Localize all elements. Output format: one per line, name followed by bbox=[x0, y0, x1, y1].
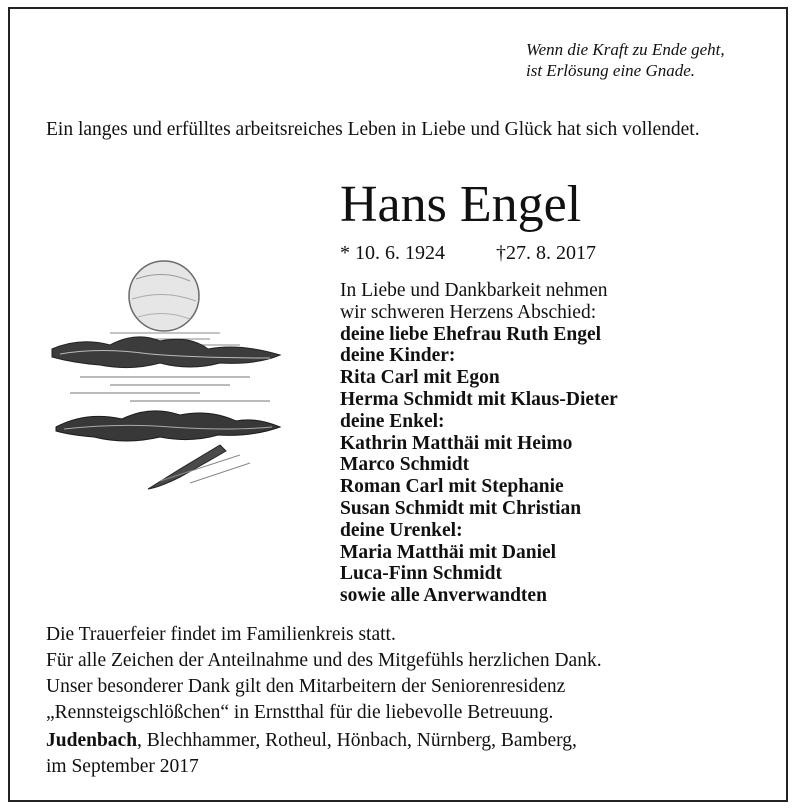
mourner-all-relatives: sowie alle Anverwandten bbox=[340, 585, 547, 607]
mourner-name: Maria Matthäi mit Daniel bbox=[340, 541, 557, 563]
place-bold: Judenbach bbox=[46, 730, 138, 751]
mourner-name: Roman Carl mit Stephanie bbox=[340, 476, 564, 498]
intro-text: Ein langes und erfülltes arbeitsreiches Leben in Liebe und Glück hat sich vollendet. bbox=[46, 119, 700, 140]
funeral-note: Die Trauerfeier findet im Familienkreis statt. bbox=[46, 624, 396, 645]
moon-over-water-sketch-icon bbox=[40, 259, 300, 499]
mourner-spouse: deine liebe Ehefrau Ruth Engel bbox=[340, 323, 602, 345]
motto-quote bbox=[526, 39, 776, 81]
farewell-line-1: In Liebe und Dankbarkeit nehmen bbox=[340, 280, 608, 301]
mourner-group-great-grandchildren: deine Urenkel: bbox=[340, 519, 463, 541]
birth-date: * 10. 6. 1924 bbox=[340, 242, 445, 264]
death-date: †27. 8. 2017 bbox=[496, 242, 596, 264]
mourner-group-children: deine Kinder: bbox=[340, 345, 456, 367]
mourner-name: Luca-Finn Schmidt bbox=[340, 563, 502, 585]
motto-line-2: ist Erlösung eine Gnade. bbox=[526, 61, 696, 80]
places-rest: , Blechhammer, Rotheul, Hönbach, Nürnberg, Bamberg, bbox=[137, 730, 577, 751]
footer-text bbox=[46, 622, 776, 780]
thanks-line: Für alle Zeichen der Anteilnahme und des Mitgefühls herzlichen Dank. bbox=[46, 650, 602, 671]
life-dates bbox=[340, 240, 596, 266]
mourner-name: Rita Carl mit Egon bbox=[340, 367, 500, 389]
mourner-name: Susan Schmidt mit Christian bbox=[340, 497, 582, 519]
mourner-name: Herma Schmidt mit Klaus-Dieter bbox=[340, 388, 618, 410]
mourner-name: Marco Schmidt bbox=[340, 454, 470, 476]
date-line: im September 2017 bbox=[46, 756, 199, 777]
deceased-name: Hans Engel bbox=[340, 176, 582, 233]
mourner-group-grandchildren: deine Enkel: bbox=[340, 410, 445, 432]
motto-line-1: Wenn die Kraft zu Ende geht, bbox=[526, 40, 725, 59]
mourner-name: Kathrin Matthäi mit Heimo bbox=[340, 432, 573, 454]
special-thanks-line-1: Unser besonderer Dank gilt den Mitarbeitern der Seniorenresidenz bbox=[46, 676, 566, 697]
places-line bbox=[46, 728, 776, 754]
special-thanks-line-2: „Rennsteigschlößchen“ in Ernstthal für die liebevolle Betreuung. bbox=[46, 702, 554, 723]
farewell-line-2: wir schweren Herzens Abschied: bbox=[340, 301, 597, 323]
mourners-block bbox=[340, 280, 780, 607]
obituary-card bbox=[8, 7, 788, 802]
